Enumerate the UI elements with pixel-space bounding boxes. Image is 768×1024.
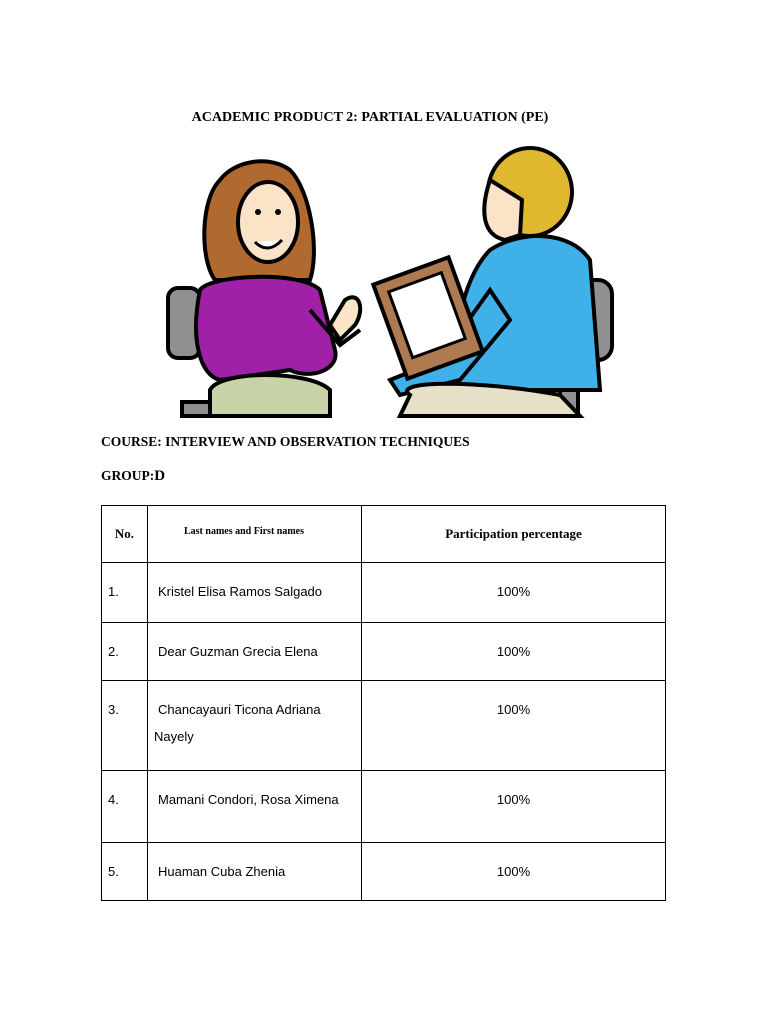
row-number: 4. bbox=[102, 771, 148, 843]
row-name-line1: Chancayauri Ticona Adriana bbox=[158, 702, 321, 717]
table-row bbox=[102, 771, 666, 843]
participation-table bbox=[101, 505, 666, 901]
group-value: D bbox=[154, 468, 166, 484]
row-name: Kristel Elisa Ramos Salgado bbox=[148, 563, 362, 623]
row-number: 1. bbox=[102, 563, 148, 623]
interview-illustration-icon bbox=[160, 140, 620, 420]
table-row bbox=[102, 681, 666, 771]
header-names-text: Last names and First names bbox=[184, 526, 305, 537]
row-percentage: 100% bbox=[362, 623, 666, 681]
row-percentage: 100% bbox=[362, 563, 666, 623]
group-label-text: GROUP: bbox=[101, 468, 155, 483]
header-percentage: Participation percentage bbox=[362, 506, 666, 563]
group-label bbox=[101, 468, 165, 485]
row-percentage: 100% bbox=[362, 771, 666, 843]
man-figure bbox=[373, 148, 600, 416]
row-name bbox=[148, 681, 362, 771]
table-row bbox=[102, 563, 666, 623]
row-name: Mamani Condori, Rosa Ximena bbox=[148, 771, 362, 843]
row-number: 5. bbox=[102, 843, 148, 901]
row-number: 3. bbox=[102, 681, 148, 771]
row-number: 2. bbox=[102, 623, 148, 681]
table-row bbox=[102, 623, 666, 681]
course-label: COURSE: INTERVIEW AND OBSERVATION TECHNIQUES bbox=[101, 434, 470, 449]
row-percentage: 100% bbox=[362, 681, 666, 771]
document-title: ACADEMIC PRODUCT 2: PARTIAL EVALUATION (PE) bbox=[191, 110, 549, 125]
table-row bbox=[102, 843, 666, 901]
row-name-line2: Nayely bbox=[154, 729, 194, 744]
header-names bbox=[148, 506, 362, 563]
row-name: Huaman Cuba Zhenia bbox=[148, 843, 362, 901]
row-percentage: 100% bbox=[362, 843, 666, 901]
table-header-row bbox=[102, 506, 666, 563]
header-no: No. bbox=[102, 506, 148, 563]
woman-figure bbox=[196, 161, 360, 416]
row-name: Dear Guzman Grecia Elena bbox=[148, 623, 362, 681]
